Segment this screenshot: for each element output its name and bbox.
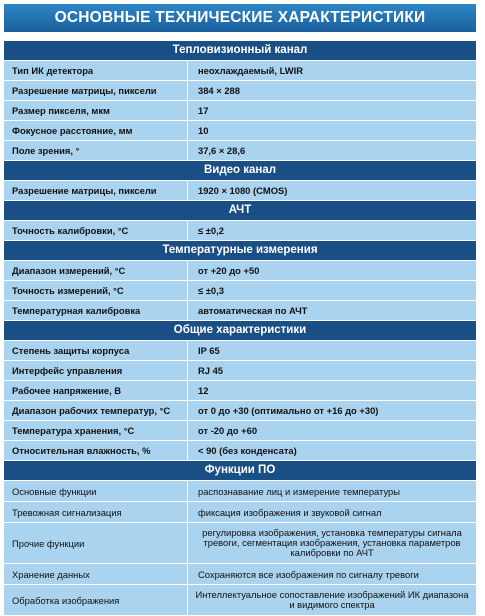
row-label: Обработка изображения: [4, 585, 188, 615]
row-label: Хранение данных: [4, 564, 188, 584]
row-label: Разрешение матрицы, пиксели: [4, 181, 188, 200]
table-row: [4, 181, 476, 201]
section-header-temperature: Температурные измерения: [4, 241, 476, 261]
row-value: от +20 до +50: [198, 265, 260, 276]
row-label: Разрешение матрицы, пиксели: [4, 81, 188, 100]
table-row: [4, 141, 476, 161]
row-label: Диапазон рабочих температур, °С: [4, 401, 188, 420]
section-header-video: Видео канал: [4, 161, 476, 181]
row-label: Точность измерений, °С: [4, 281, 188, 300]
row-value: ≤ ±0,3: [198, 285, 224, 296]
table-row: [4, 261, 476, 281]
table-row: [4, 381, 476, 401]
row-value: 384 × 288: [198, 85, 240, 96]
row-label: Тревожная сигнализация: [4, 502, 188, 522]
table-row: [4, 585, 476, 616]
table-row: [4, 401, 476, 421]
table-row: [4, 301, 476, 321]
section-header-general: Общие характеристики: [4, 321, 476, 341]
table-row: [4, 361, 476, 381]
table-row: [4, 81, 476, 101]
row-value: 1920 × 1080 (CMOS): [198, 185, 288, 196]
section-header-blackbody: АЧТ: [4, 201, 476, 221]
row-label: Рабочее напряжение, В: [4, 381, 188, 400]
row-value: Интеллектуальное сопоставление изображений ИК диапазона и видимого спектра: [195, 589, 469, 610]
row-label: Точность калибровки, °С: [4, 221, 188, 240]
row-value: регулировка изображения, установка температуры сигнала тревоги, сегментация изображения, установка параметров калибровки по АЧТ: [202, 527, 462, 558]
table-row: [4, 61, 476, 81]
row-value: 17: [198, 105, 209, 116]
table-row: [4, 421, 476, 441]
table-row: [4, 564, 476, 585]
row-value: распознавание лиц и измерение температуры: [198, 485, 400, 497]
row-value: < 90 (без конденсата): [198, 445, 297, 456]
table-row: [4, 523, 476, 564]
row-value: IP 65: [198, 345, 220, 356]
row-value: автоматическая по АЧТ: [198, 305, 308, 316]
row-value: 12: [198, 385, 209, 396]
section-header-thermal: Тепловизионный канал: [4, 41, 476, 61]
row-label: Поле зрения, °: [4, 141, 188, 160]
row-label: Температура хранения, °С: [4, 421, 188, 440]
table-row: [4, 481, 476, 502]
table-row: [4, 502, 476, 523]
spec-table: [4, 40, 476, 616]
table-row: [4, 221, 476, 241]
table-row: [4, 441, 476, 461]
section-header-software: Функции ПО: [4, 461, 476, 481]
row-value: ≤ ±0,2: [198, 225, 224, 236]
row-value: 37,6 × 28,6: [198, 145, 246, 156]
row-label: Основные функции: [4, 481, 188, 501]
row-value: от -20 до +60: [198, 425, 258, 436]
row-label: Прочие функции: [4, 523, 188, 563]
row-value: 10: [198, 125, 209, 136]
table-row: [4, 101, 476, 121]
row-value: RJ 45: [198, 365, 224, 376]
table-row: [4, 341, 476, 361]
row-value: неохлаждаемый, LWIR: [198, 65, 304, 76]
row-label: Степень защиты корпуса: [4, 341, 188, 360]
table-row: [4, 121, 476, 141]
row-value: фиксация изображения и звуковой сигнал: [198, 506, 382, 518]
row-label: Температурная калибровка: [4, 301, 188, 320]
table-row: [4, 281, 476, 301]
row-value: от 0 до +30 (оптимально от +16 до +30): [198, 405, 379, 416]
row-label: Относительная влажность, %: [4, 441, 188, 460]
page-title: ОСНОВНЫЕ ТЕХНИЧЕСКИЕ ХАРАКТЕРИСТИКИ: [4, 4, 476, 32]
row-label: Размер пикселя, мкм: [4, 101, 188, 120]
row-label: Тип ИК детектора: [4, 61, 188, 80]
row-label: Диапазон измерений, °С: [4, 261, 188, 280]
row-label: Фокусное расстояние, мм: [4, 121, 188, 140]
row-value: Сохраняются все изображения по сигналу тревоги: [198, 568, 419, 580]
row-label: Интерфейс управления: [4, 361, 188, 380]
